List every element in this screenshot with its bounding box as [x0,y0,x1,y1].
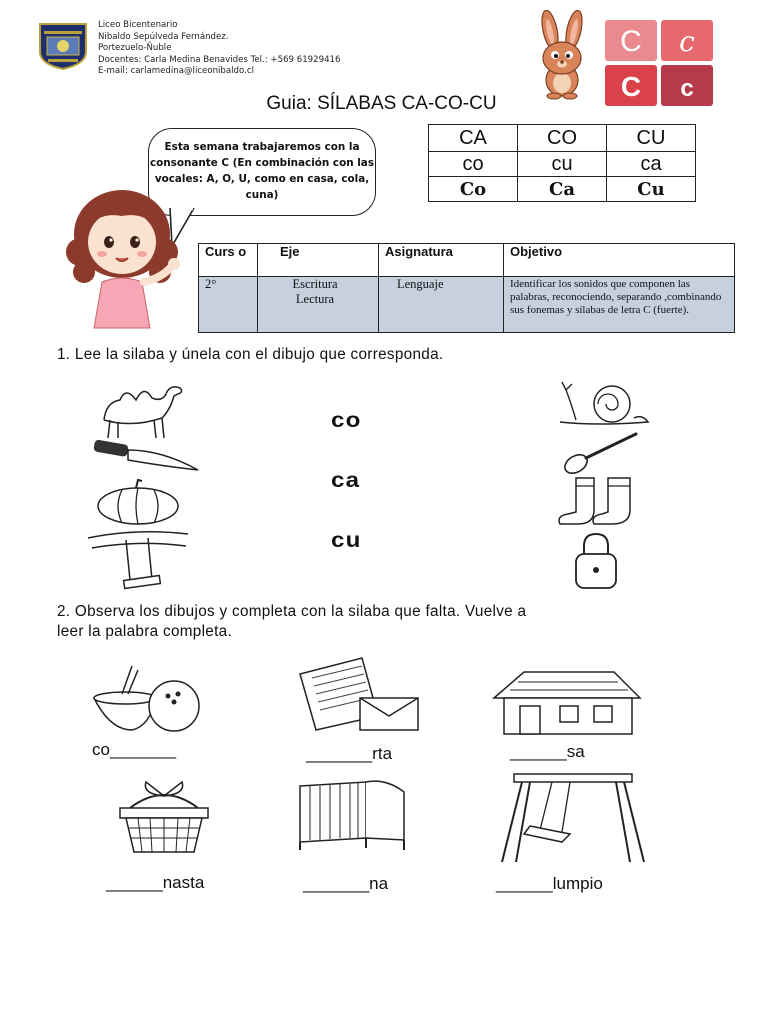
letter-icon [292,656,424,734]
school-line: Nibaldo Sepúlveda Fernández. [98,31,229,42]
crib-icon [296,778,408,852]
table-row [429,177,696,202]
table-header-row [199,244,735,277]
school-line: Docentes: Carla Medina Benavides Tel.: +569 61929416 [98,54,341,65]
swing-icon [86,526,190,590]
header-eje: Eje [258,244,379,277]
syllable-cell: Ca [518,177,607,202]
header-asignatura: Asignatura [379,244,504,277]
word-blank-2: _______rta [306,744,393,763]
cell-curso: 2° [199,277,258,333]
table-row [429,152,696,177]
table-row [199,277,735,333]
syllable-cell: co [429,152,518,177]
cell-eje [258,277,379,333]
cell-objetivo: Identificar los sonidos que componen las palabras, reconociendo, separando ,combinando sus fonemas y sílabas de letra C (fuerte). [504,277,735,333]
pumpkin-icon [96,478,180,526]
word-blank-6: ______lumpio [496,874,603,893]
school-info [98,20,341,78]
eje-line: Lectura [295,292,335,306]
syllable-table [428,124,696,202]
letter-tile-text: C [620,71,642,102]
word-blank-4: ______nasta [106,873,205,892]
exercise1-instruction: 1. Lee la silaba y únela con el dibujo que corresponda. [57,346,444,363]
girl-icon [62,182,192,332]
syllable-cell: Co [429,177,518,202]
socks-icon [554,476,636,528]
camel-icon [96,380,186,442]
exercise2-instruction-line1: 2. Observa los dibujos y completa con la silaba que falta. Vuelve a [57,603,527,620]
school-line: E-mail: carlamedina@liceonibaldo.cl [98,66,254,77]
house-icon [490,664,644,736]
word-blank-5: _______na [303,874,389,893]
coconut-icon [88,660,204,734]
page-title-text: Guia: SÍLABAS CA-CO-CU [266,93,497,114]
header-curso: Curs o [199,244,258,277]
syllable-cell: CU [607,125,696,152]
info-table [198,243,735,333]
rabbit-icon [524,10,602,100]
syllable-cell: ca [607,152,696,177]
eje-line: Escritura [292,277,338,291]
syllable-cell: CO [518,125,607,152]
speech-bubble: Esta semana trabajaremos con la consonante C (En combinación con las vocales: A, O, U, como en casa, cola, cuna) [148,128,376,216]
syllable-ca: ca [331,469,361,492]
basket-icon [116,778,212,856]
syllable-cell: cu [518,152,607,177]
syllable-co: co [331,409,362,432]
word-blank-3: ______sa [510,742,585,761]
page-title [0,93,768,115]
school-crest-icon [38,22,88,70]
exercise2-instruction-line2: leer la palabra completa. [57,623,233,640]
knife-icon [92,438,200,474]
spoon-icon [562,430,640,476]
letter-tile-text: c [679,25,695,58]
school-line: Portezuelo-Ñuble [98,43,172,54]
word-blank-1: co_______ [92,740,177,759]
table-row [429,125,696,152]
syllable-cell: Cu [607,177,696,202]
cell-asignatura: Lenguaje [379,277,504,333]
swing-set-icon [500,772,646,864]
header-objetivo: Objetivo [504,244,735,277]
snail-icon [556,380,652,426]
school-line: Liceo Bicentenario [98,20,178,30]
padlock-icon [572,530,620,590]
letter-tile-text: C [620,25,642,58]
syllable-cu: cu [331,529,362,552]
syllable-cell: CA [429,125,518,152]
letter-tile-text: c [680,75,694,102]
